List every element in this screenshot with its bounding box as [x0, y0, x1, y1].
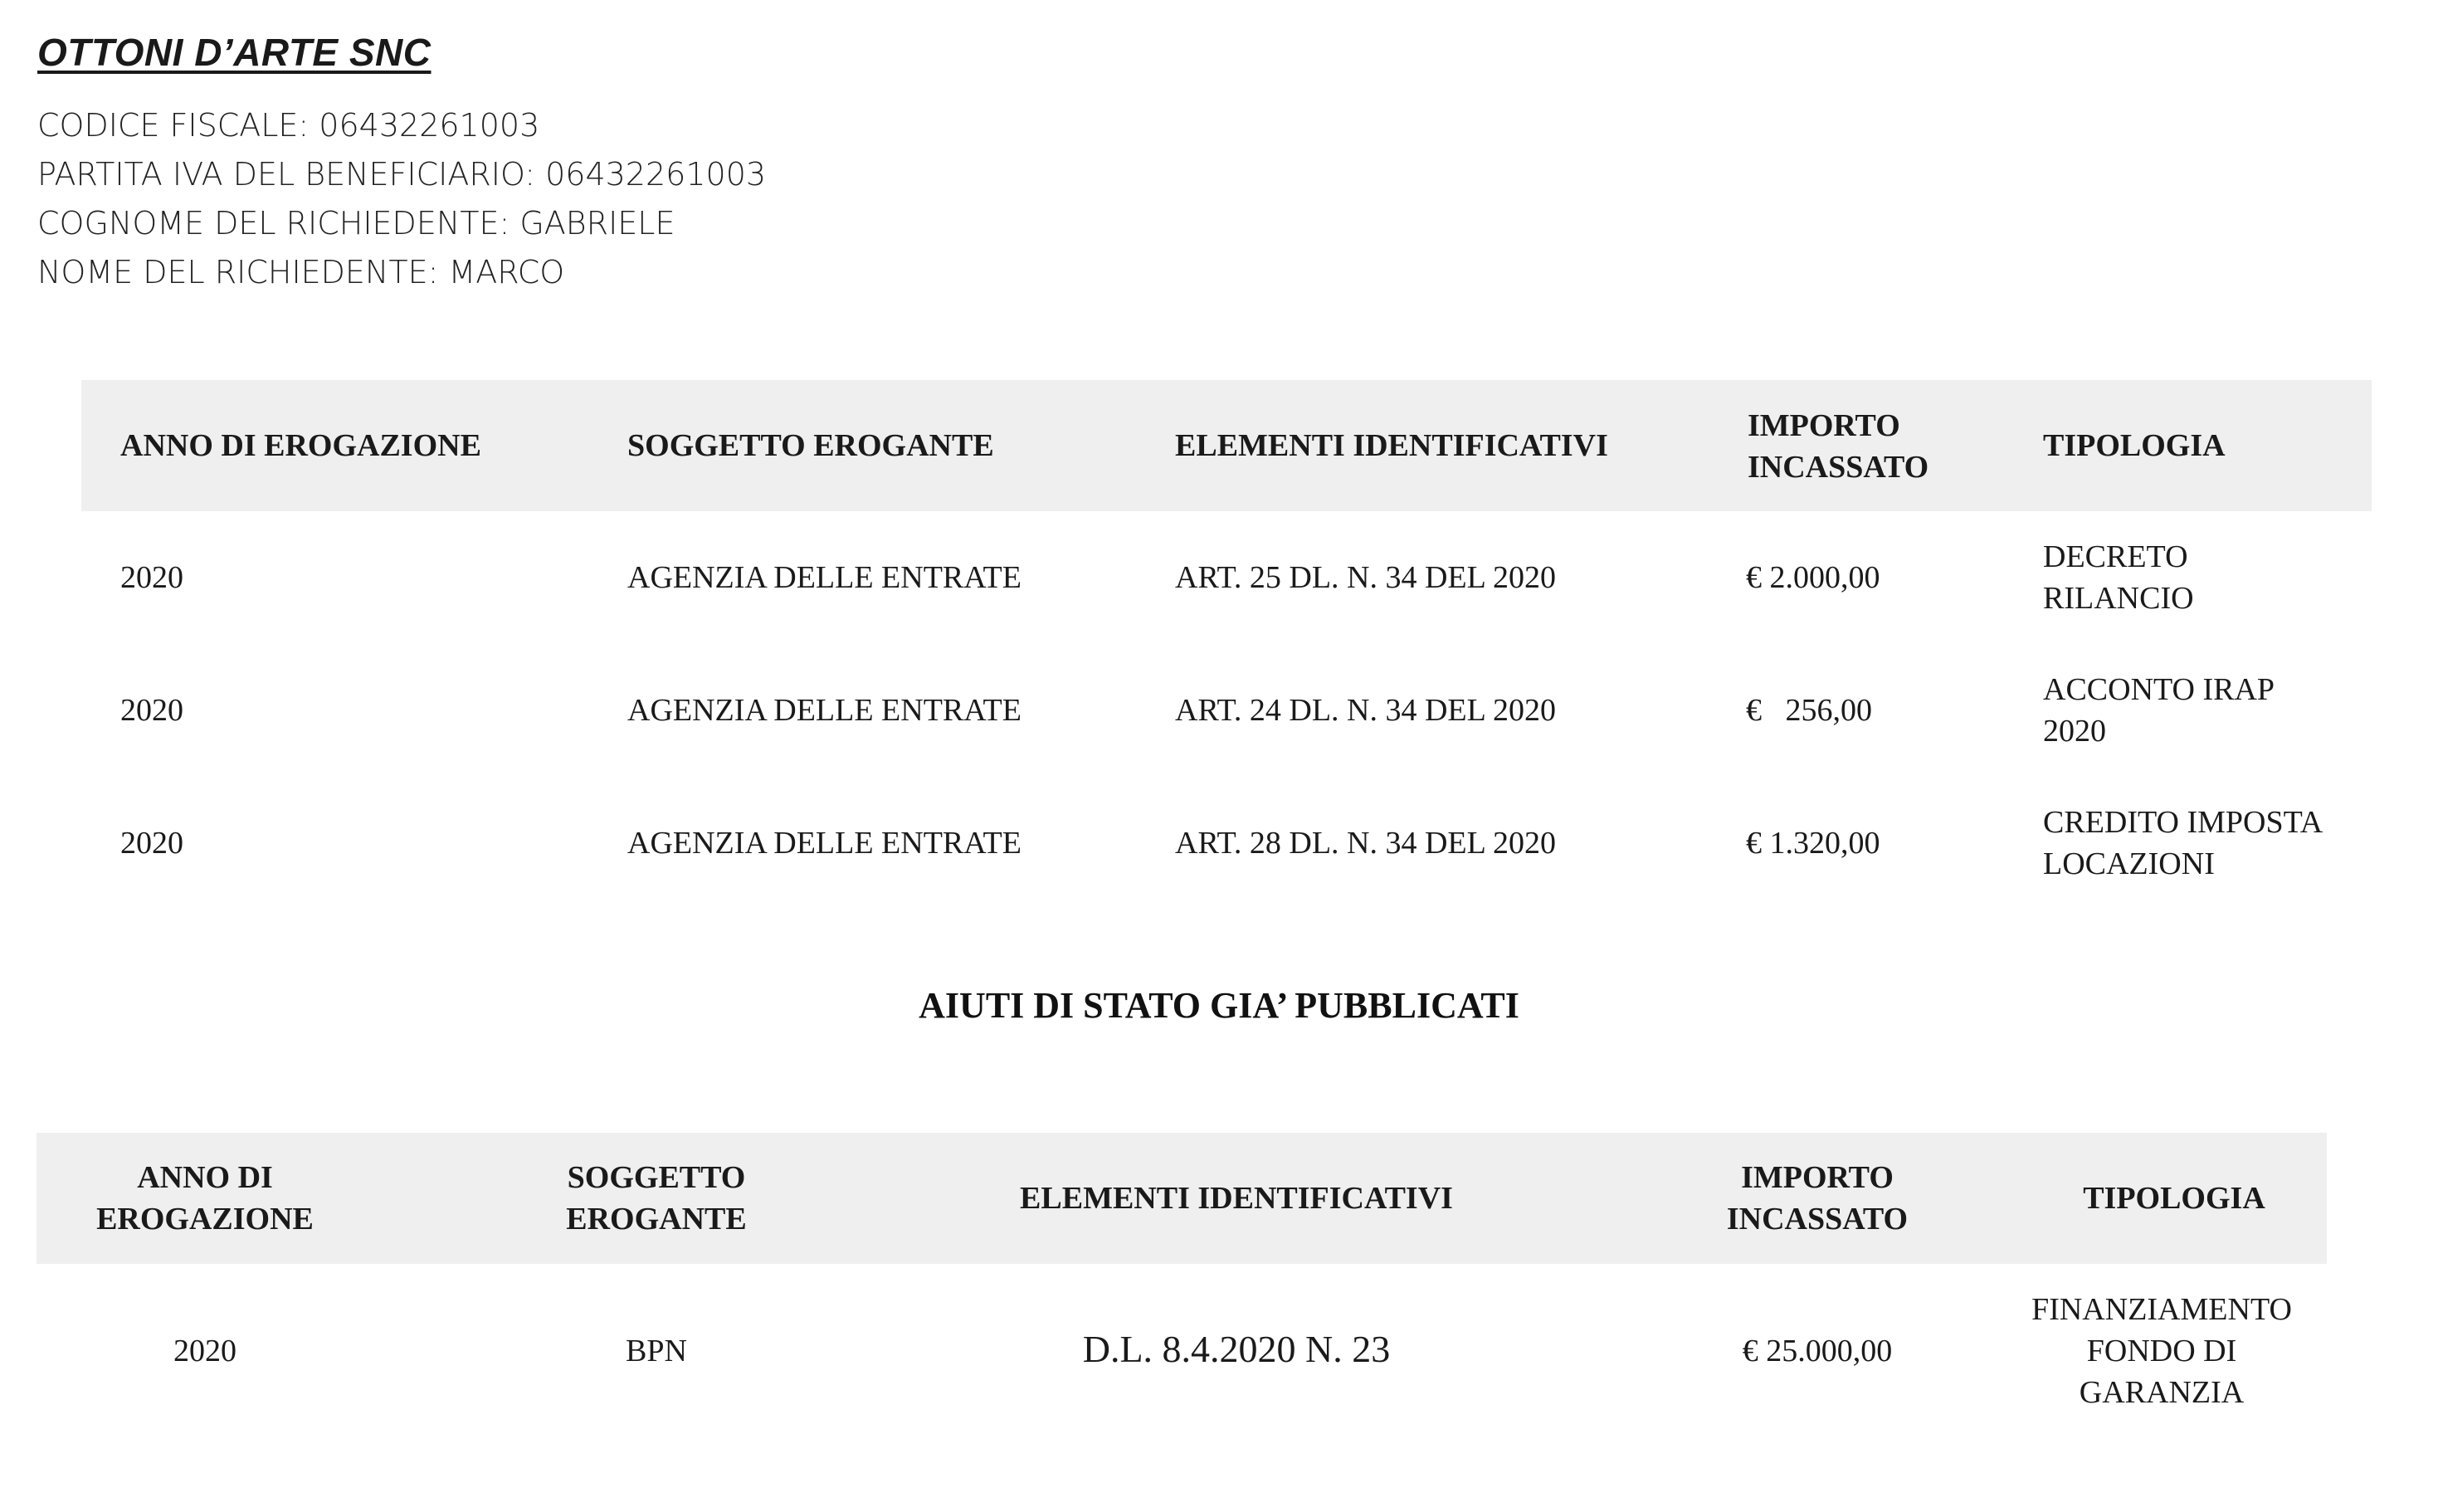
cell-tipologia: DECRETO RILANCIO [2043, 539, 2194, 616]
section-title: AIUTI DI STATO GIA’ PUBBLICATI [919, 985, 1519, 1026]
cell-elementi: ART. 28 DL. N. 34 DEL 2020 [1175, 826, 1556, 861]
nome-richiedente: NOME DEL RICHIEDENTE: MARCO [37, 254, 565, 290]
cell-soggetto: AGENZIA DELLE ENTRATE [627, 826, 1022, 861]
cognome-richiedente: COGNOME DEL RICHIEDENTE: GABRIELE [37, 205, 675, 241]
cell-anno: 2020 [120, 826, 183, 861]
cell-soggetto: AGENZIA DELLE ENTRATE [627, 560, 1022, 595]
cell-tipologia: FINANZIAMENTO FONDO DI GARANZIA [2031, 1292, 2292, 1410]
header-elementi: ELEMENTI IDENTIFICATIVI [1020, 1181, 1453, 1216]
cell-soggetto: AGENZIA DELLE ENTRATE [627, 693, 1022, 728]
cell-elementi: ART. 25 DL. N. 34 DEL 2020 [1175, 560, 1556, 595]
header-anno: ANNO DI EROGAZIONE [120, 428, 481, 463]
cell-tipologia: CREDITO IMPOSTA LOCAZIONI [2043, 805, 2322, 881]
cell-importo: € 25.000,00 [1742, 1334, 1893, 1368]
header-elementi: ELEMENTI IDENTIFICATIVI [1175, 428, 1608, 463]
cell-anno: 2020 [120, 693, 183, 728]
cell-soggetto: BPN [626, 1334, 687, 1368]
cell-anno: 2020 [173, 1334, 236, 1368]
header-soggetto: SOGGETTO EROGANTE [566, 1160, 747, 1236]
header-soggetto: SOGGETTO EROGANTE [627, 428, 994, 463]
header-tipologia: TIPOLOGIA [2083, 1181, 2265, 1216]
cell-importo: € 1.320,00 [1746, 826, 1880, 861]
cell-importo: € 256,00 [1746, 693, 1872, 728]
header-importo: IMPORTO INCASSATO [1748, 408, 1929, 485]
company-name: OTTONI D’ARTE SNC [37, 31, 432, 74]
header-tipologia: TIPOLOGIA [2043, 428, 2226, 463]
codice-fiscale: CODICE FISCALE: 06432261003 [37, 107, 540, 144]
company-info [37, 101, 766, 297]
header-anno: ANNO DI EROGAZIONE [96, 1160, 314, 1236]
cell-elementi: ART. 24 DL. N. 34 DEL 2020 [1175, 693, 1556, 728]
cell-anno: 2020 [120, 560, 183, 595]
cell-importo: € 2.000,00 [1746, 560, 1880, 595]
header-importo: IMPORTO INCASSATO [1726, 1160, 1909, 1236]
partita-iva: PARTITA IVA DEL BENEFICIARIO: 06432261003 [37, 156, 767, 193]
cell-elementi: D.L. 8.4.2020 N. 23 [1082, 1328, 1391, 1370]
cell-tipologia: ACCONTO IRAP 2020 [2043, 672, 2274, 749]
